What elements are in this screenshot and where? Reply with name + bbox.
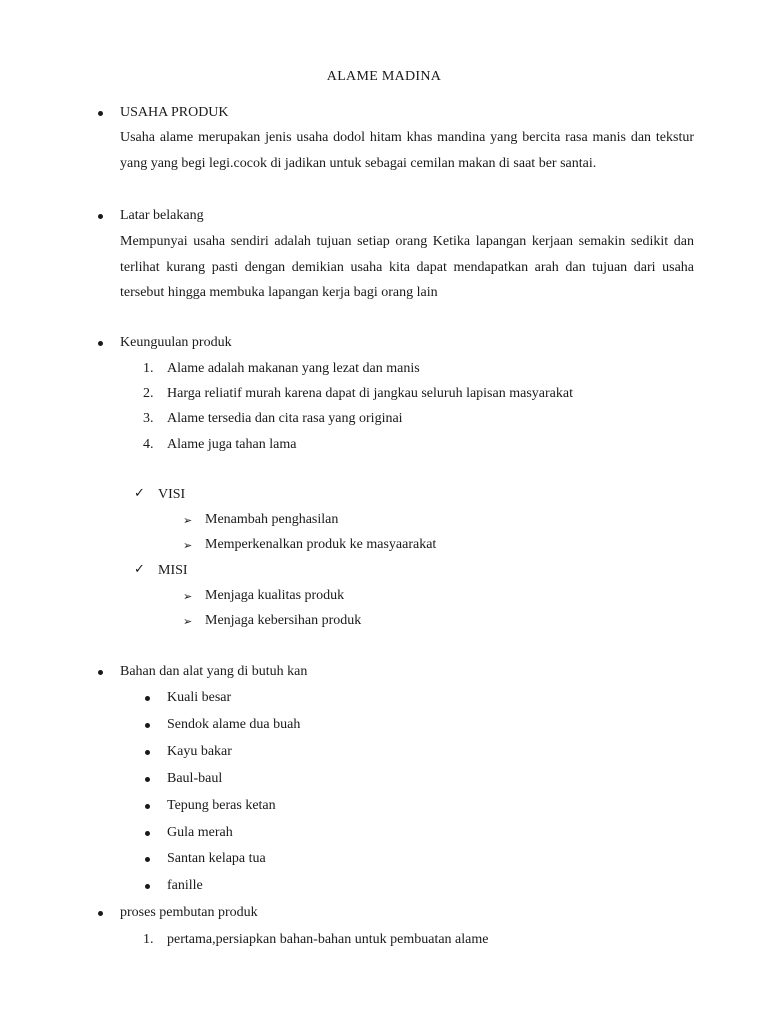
- list-number: 4.: [143, 437, 154, 452]
- list-number: 1.: [143, 361, 154, 376]
- list-item: Baul-baul: [167, 771, 223, 786]
- list-item: fanille: [167, 878, 203, 893]
- section-heading-latar: Latar belakang: [120, 208, 204, 223]
- paragraph-latar: Mempunyai usaha sendiri adalah tujuan setiap orang Ketika lapangan kerjaan semakin sedikit dan terlihat kurang pasti dengan demikian usaha kita dapat mendapatkan arah dan tujuan dari usaha tersebut hingga membuka lapangan kerja bagi orang lain: [120, 234, 694, 300]
- bullet-icon: [95, 334, 105, 352]
- list-number: 3.: [143, 411, 154, 426]
- list-item: Memperkenalkan produk ke masyaarakat: [205, 537, 437, 552]
- checkmark-icon: ✓: [134, 562, 145, 577]
- list-item: Menjaga kualitas produk: [205, 588, 345, 603]
- list-item: pertama,persiapkan bahan-bahan untuk pembuatan alame: [167, 932, 489, 947]
- list-item: Kuali besar: [167, 690, 232, 705]
- list-item: Alame tersedia dan cita rasa yang originai: [167, 411, 403, 426]
- bullet-icon: [95, 904, 105, 922]
- bullet-icon: [142, 770, 152, 788]
- bullet-icon: [142, 877, 152, 895]
- bullet-icon: [142, 689, 152, 707]
- paragraph-usaha: Usaha alame merupakan jenis usaha dodol hitam khas mandina yang bercita rasa manis dan tekstur yang yang begi legi.cocok di jadikan untuk sebagai cemilan makan di saat ber santai.: [120, 130, 694, 171]
- bullet-icon: [95, 104, 105, 122]
- bullet-icon: [95, 207, 105, 225]
- arrow-bullet-icon: ➢: [183, 514, 193, 527]
- list-item: Santan kelapa tua: [167, 851, 266, 866]
- section-heading-keunggulan: Keunguulan produk: [120, 335, 232, 350]
- list-item: Kayu bakar: [167, 744, 232, 759]
- arrow-bullet-icon: ➢: [183, 539, 193, 552]
- section-heading-usaha: USAHA PRODUK: [120, 105, 229, 120]
- section-heading-misi: MISI: [158, 563, 188, 578]
- list-item: Menambah penghasilan: [205, 512, 339, 527]
- list-item: Gula merah: [167, 825, 233, 840]
- section-heading-visi: VISI: [158, 487, 186, 502]
- bullet-icon: [142, 824, 152, 842]
- list-item: Tepung beras ketan: [167, 798, 276, 813]
- bullet-icon: [142, 850, 152, 868]
- bullet-icon: [142, 797, 152, 815]
- list-item: Alame adalah makanan yang lezat dan manis: [167, 361, 420, 376]
- checkmark-icon: ✓: [134, 486, 145, 501]
- section-heading-proses: proses pembutan produk: [120, 905, 258, 920]
- document-title: ALAME MADINA: [326, 69, 442, 84]
- list-item: Alame juga tahan lama: [167, 437, 297, 452]
- list-item: Sendok alame dua buah: [167, 717, 301, 732]
- bullet-icon: [95, 663, 105, 681]
- arrow-bullet-icon: ➢: [183, 615, 193, 628]
- list-item: Menjaga kebersihan produk: [205, 613, 362, 628]
- section-heading-bahan: Bahan dan alat yang di butuh kan: [120, 664, 308, 679]
- list-item: Harga reliatif murah karena dapat di jangkau seluruh lapisan masyarakat: [167, 386, 573, 401]
- list-number: 1.: [143, 932, 154, 947]
- bullet-icon: [142, 743, 152, 761]
- arrow-bullet-icon: ➢: [183, 590, 193, 603]
- bullet-icon: [142, 716, 152, 734]
- list-number: 2.: [143, 386, 154, 401]
